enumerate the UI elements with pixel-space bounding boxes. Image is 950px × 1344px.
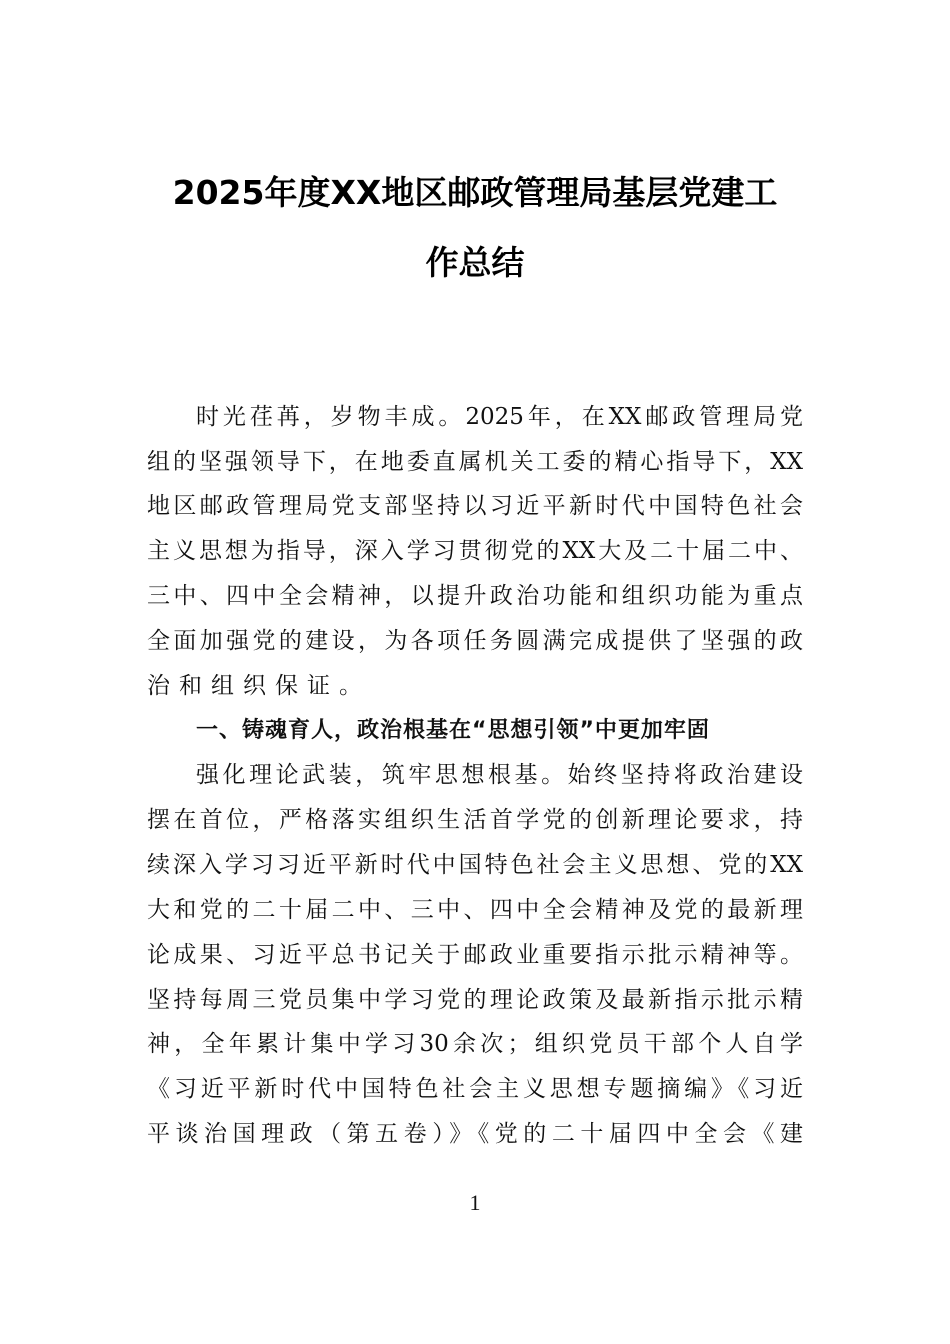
paragraph-2-line: 摆在首位，严格落实组织生活首学党的创新理论要求，持 [147,807,803,833]
paragraph-1-line: 三中、四中全会精神，以提升政治功能和组织功能为重点 [147,583,803,609]
paragraph-2-line: 强化理论武装，筑牢思想根基。始终坚持将政治建设 [196,762,803,788]
paragraph-2-line: 神，全年累计集中学习30余次；组织党员干部个人自学 [147,1031,803,1057]
document-title-line-2: 作总结 [425,243,525,282]
paragraph-1-line: 全面加强党的建设，为各项任务圆满完成提供了坚强的政 [147,628,803,654]
paragraph-2-line: 坚持每周三党员集中学习党的理论政策及最新指示批示精 [147,987,803,1013]
paragraph-2-line: 论成果、习近平总书记关于邮政业重要指示批示精神等。 [147,942,803,968]
paragraph-1-line: 组的坚强领导下，在地委直属机关工委的精心指导下，XX [147,449,803,475]
section-heading-1: 一、铸魂育人，政治根基在“思想引领”中更加牢固 [196,718,710,743]
paragraph-1-line: 治和组织保证。 [147,673,371,699]
paragraph-1-line: 地区邮政管理局党支部坚持以习近平新时代中国特色社会 [147,493,803,519]
paragraph-2-line: 平谈治国理政（第五卷）》《党的二十届四中全会《建 [147,1121,803,1147]
page-number: 1 [469,1190,481,1215]
paragraph-2-line: 《习近平新时代中国特色社会主义思想专题摘编》《习近 [147,1076,803,1102]
paragraph-2-line: 大和党的二十届二中、三中、四中全会精神及党的最新理 [147,897,803,923]
paragraph-1-line: 时光荏苒，岁物丰成。2025年，在XX邮政管理局党 [196,404,803,430]
document-title-line-1: 2025年度XX地区邮政管理局基层党建工 [172,173,778,212]
paragraph-2-line: 续深入学习习近平新时代中国特色社会主义思想、党的XX [147,852,803,878]
paragraph-1-line: 主义思想为指导，深入学习贯彻党的XX大及二十届二中、 [147,538,803,564]
